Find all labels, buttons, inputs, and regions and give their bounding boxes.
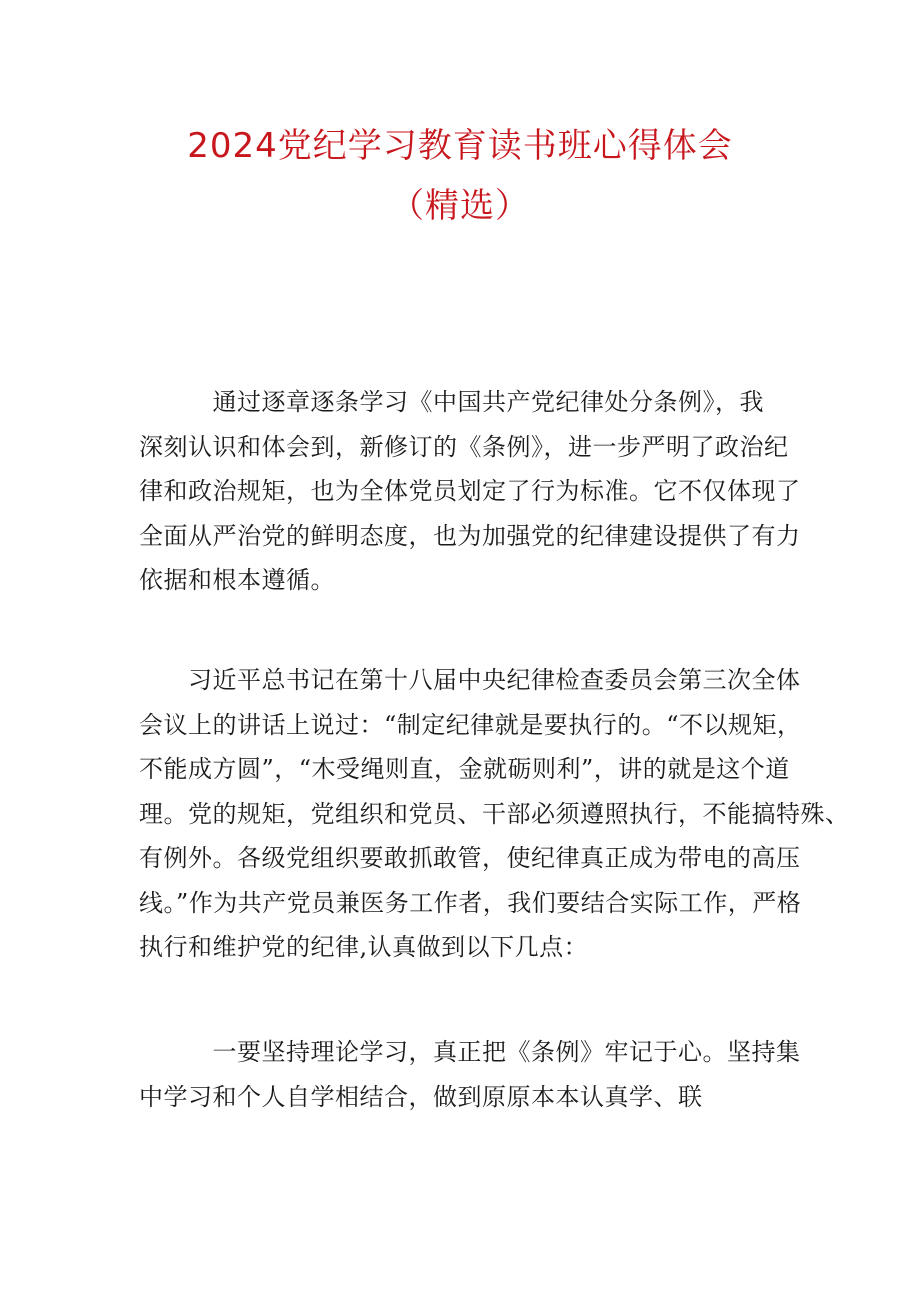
paragraph-line: 一要坚持理论学习，真正把《条例》牢记于心。坚持集: [139, 1038, 801, 1066]
paragraph-line: 全面从严治党的鲜明态度，也为加强党的纪律建设提供了有力: [139, 521, 801, 550]
document-title: 2024党纪学习教育读书班心得体会: [187, 126, 733, 166]
paragraph-line: 律和政治规矩，也为全体党员划定了行为标准。它不仅体现了: [139, 477, 801, 505]
paragraph-line: 有例外。各级党组织要敢抓敢管，使纪律真正成为带电的高压: [139, 844, 801, 872]
paragraph-line: 执行和维护党的纪律,认真做到以下几点：: [139, 933, 589, 961]
paragraph-line: 通过逐章逐条学习《中国共产党纪律处分条例》，我: [139, 388, 764, 416]
paragraph-line: 深刻认识和体会到，新修订的《条例》，进一步严明了政治纪: [139, 432, 789, 461]
paragraph-line: 习近平总书记在第十八届中央纪律检查委员会第三次全体: [139, 666, 801, 694]
document-subtitle: （精选）: [390, 186, 530, 226]
paragraph-1: [139, 380, 801, 603]
paragraph-line: 会议上的讲话上说过：“制定纪律就是要执行的。“不以规矩，: [139, 710, 802, 739]
paragraph-line: 不能成方圆”，“木受绳则直，金就砺则利”，讲的就是这个道: [139, 755, 790, 783]
paragraph-line: 理。党的规矩，党组织和党员、干部必须遵照执行，不能搞特殊、: [139, 799, 850, 828]
paragraph-3: [139, 1030, 801, 1119]
paragraph-line: 依据和根本遵循。: [139, 566, 335, 594]
paragraph-line: 中学习和个人自学相结合，做到原原本本认真学、联: [139, 1082, 703, 1111]
paragraph-line: 线。”作为共产党员兼医务工作者，我们要结合实际工作，严格: [139, 888, 802, 917]
paragraph-2: [139, 658, 850, 970]
